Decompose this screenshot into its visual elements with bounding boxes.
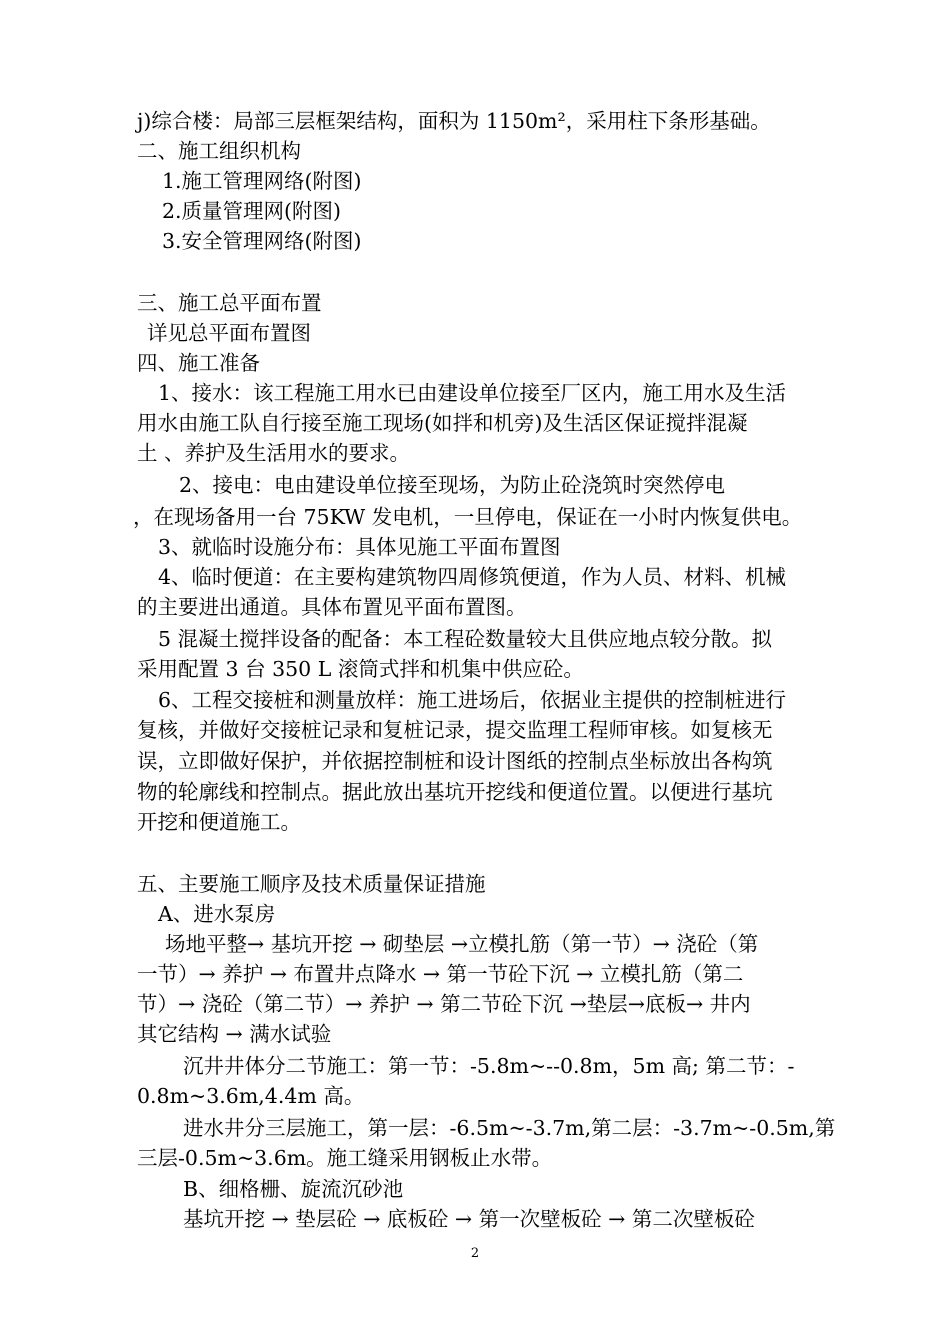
doc-line: 节）→ 浇砼（第二节）→ 养护 → 第二节砼下沉 →垫层→底板→ 井内 <box>137 992 751 1016</box>
doc-line: 进水井分三层施工，第一层：-6.5m~-3.7m,第二层：-3.7m~-0.5m,第 <box>183 1116 836 1140</box>
doc-line: 复核，并做好交接桩记录和复桩记录，提交监理工程师审核。如复核无 <box>137 718 773 742</box>
doc-line: 6、工程交接桩和测量放样：施工进场后，依据业主提供的控制桩进行 <box>158 688 787 712</box>
doc-line: 土 、养护及生活用水的要求。 <box>137 441 411 465</box>
section-heading: 四、施工准备 <box>137 351 260 375</box>
section-heading: 三、施工总平面布置 <box>137 291 322 315</box>
list-item: 1.施工管理网络(附图) <box>162 169 362 193</box>
doc-line: 其它结构 → 满水试验 <box>137 1022 332 1046</box>
doc-line: 场地平整→ 基坑开挖 → 砌垫层 →立模扎筋（第一节）→ 浇砼（第 <box>165 932 759 956</box>
doc-line: 用水由施工队自行接至施工现场(如拌和机旁)及生活区保证搅拌混凝 <box>137 411 748 435</box>
doc-line: 的主要进出通道。具体布置见平面布置图。 <box>137 595 527 619</box>
doc-line: j)综合楼：局部三层框架结构，面积为 1150m²，采用柱下条形基础。 <box>137 109 771 133</box>
doc-line: 误，立即做好保护，并依据控制桩和设计图纸的控制点坐标放出各构筑 <box>137 749 773 773</box>
doc-line: 一节）→ 养护 → 布置井点降水 → 第一节砼下沉 → 立模扎筋（第二 <box>137 962 744 986</box>
doc-line: 0.8m~3.6m,4.4m 高。 <box>137 1084 365 1108</box>
doc-line: 三层-0.5m~3.6m。施工缝采用钢板止水带。 <box>137 1146 553 1170</box>
doc-line: 4、临时便道：在主要构建筑物四周修筑便道，作为人员、材料、机械 <box>158 565 787 589</box>
section-heading: 五、主要施工顺序及技术质量保证措施 <box>137 872 486 896</box>
doc-line: 基坑开挖 → 垫层砼 → 底板砼 → 第一次壁板砼 → 第二次壁板砼 <box>183 1207 755 1231</box>
doc-line: 2、接电：电由建设单位接至现场，为防止砼浇筑时突然停电 <box>179 473 726 497</box>
doc-line: 1、接水：该工程施工用水已由建设单位接至厂区内，施工用水及生活 <box>158 381 787 405</box>
doc-line: 5 混凝土搅拌设备的配备：本工程砼数量较大且供应地点较分散。拟 <box>158 627 773 651</box>
doc-line: 物的轮廓线和控制点。据此放出基坑开挖线和便道位置。以便进行基坑 <box>137 780 773 804</box>
doc-line: ，在现场备用一台 75KW 发电机，一旦停电，保证在一小时内恢复供电。 <box>133 505 803 529</box>
doc-line: 3、就临时设施分布：具体见施工平面布置图 <box>158 535 561 559</box>
section-heading: 二、施工组织机构 <box>137 139 301 163</box>
list-item: 2.质量管理网(附图) <box>162 199 342 223</box>
page-number: 2 <box>470 1246 480 1261</box>
doc-line: 详见总平面布置图 <box>147 321 311 345</box>
list-item: 3.安全管理网络(附图) <box>162 229 362 253</box>
doc-line: 采用配置 3 台 350 L 滚筒式拌和机集中供应砼。 <box>137 657 584 681</box>
subsection-heading: A、进水泵房 <box>158 902 276 926</box>
subsection-heading: B、细格栅、旋流沉砂池 <box>183 1177 404 1201</box>
doc-line: 沉井井体分二节施工：第一节：-5.8m~--0.8m，5m 高; 第二节：- <box>183 1054 795 1078</box>
doc-line: 开挖和便道施工。 <box>137 810 301 834</box>
